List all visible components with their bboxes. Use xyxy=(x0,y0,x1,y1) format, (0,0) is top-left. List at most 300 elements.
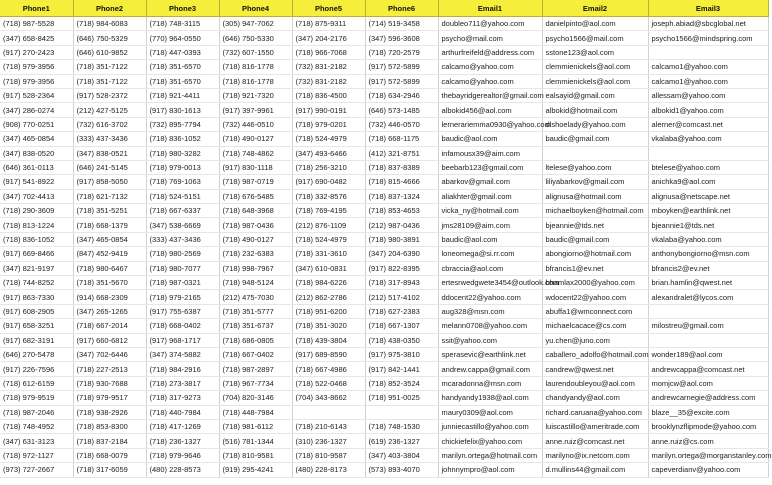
cell-phone3[interactable]: (718) 980-2569 xyxy=(146,247,219,261)
cell-phone3[interactable]: (718) 980-7077 xyxy=(146,261,219,275)
cell-email3[interactable]: joseph.abiad@sbcglobal.net xyxy=(648,17,768,31)
cell-phone2[interactable]: (847) 452-9419 xyxy=(73,247,146,261)
cell-phone4[interactable]: (718) 648-3968 xyxy=(219,204,292,218)
cell-phone3[interactable]: (718) 440-7984 xyxy=(146,405,219,419)
cell-phone4[interactable]: (718) 948-5124 xyxy=(219,276,292,290)
cell-email3[interactable]: btelese@yahoo.com xyxy=(648,160,768,174)
cell-phone6[interactable]: (718) 951-0025 xyxy=(365,391,438,405)
cell-phone6[interactable]: (347) 403-3804 xyxy=(365,448,438,462)
cell-phone5[interactable]: (212) 862-2786 xyxy=(292,290,365,304)
cell-phone6[interactable]: (718) 837-1324 xyxy=(365,189,438,203)
cell-phone4[interactable]: (718) 816-1778 xyxy=(219,60,292,74)
cell-phone5[interactable]: (718) 769-4195 xyxy=(292,204,365,218)
cell-phone2[interactable]: (347) 838-0521 xyxy=(73,146,146,160)
cell-phone3[interactable]: (718) 769-1063 xyxy=(146,175,219,189)
cell-email2[interactable]: michaelboyken@hotmail.com xyxy=(542,204,648,218)
cell-phone4[interactable]: (718) 351-6737 xyxy=(219,319,292,333)
cell-email3[interactable]: andrewcarnegie@address.com xyxy=(648,391,768,405)
cell-phone3[interactable]: (333) 437-3436 xyxy=(146,232,219,246)
cell-phone5[interactable]: (718) 210-6143 xyxy=(292,419,365,433)
cell-email2[interactable]: clemmienickels@aol.com xyxy=(542,60,648,74)
cell-email2[interactable]: albokid@hotmail.com xyxy=(542,103,648,117)
cell-email2[interactable]: alignusa@hotmail.com xyxy=(542,189,648,203)
cell-phone5[interactable]: (718) 667-4986 xyxy=(292,362,365,376)
cell-email2[interactable] xyxy=(542,146,648,160)
cell-email1[interactable]: doubleo711@yahoo.com xyxy=(438,17,542,31)
cell-email3[interactable]: albokid1@yahoo.com xyxy=(648,103,768,117)
cell-phone6[interactable]: (718) 837-8389 xyxy=(365,160,438,174)
cell-phone5[interactable]: (917) 990-0191 xyxy=(292,103,365,117)
cell-phone5[interactable]: (917) 689-8590 xyxy=(292,347,365,361)
cell-email1[interactable]: calcamo@yahoo.com xyxy=(438,74,542,88)
cell-phone6[interactable]: (714) 519-3458 xyxy=(365,17,438,31)
cell-phone4[interactable]: (718) 998-7967 xyxy=(219,261,292,275)
cell-phone1[interactable]: (718) 987-5528 xyxy=(0,17,73,31)
cell-phone1[interactable]: (908) 770-0251 xyxy=(0,117,73,131)
cell-phone6[interactable]: (718) 980-3891 xyxy=(365,232,438,246)
cell-email3[interactable]: andrewcappa@comcast.net xyxy=(648,362,768,376)
cell-email1[interactable]: sperasevic@earthlink.net xyxy=(438,347,542,361)
cell-phone2[interactable]: (718) 938-2926 xyxy=(73,405,146,419)
column-header-phone6[interactable]: Phone6 xyxy=(365,0,438,17)
cell-email2[interactable]: marilyno@ix.netcom.com xyxy=(542,448,648,462)
cell-phone5[interactable]: (718) 875-9311 xyxy=(292,17,365,31)
cell-phone5[interactable]: (718) 256-3210 xyxy=(292,160,365,174)
cell-phone3[interactable]: (718) 748-3115 xyxy=(146,17,219,31)
cell-phone5[interactable]: (718) 524-4979 xyxy=(292,132,365,146)
cell-phone5[interactable]: (718) 522-0468 xyxy=(292,376,365,390)
cell-email3[interactable]: milostreu@gmail.com xyxy=(648,319,768,333)
cell-email3[interactable]: vkalaba@yahoo.com xyxy=(648,132,768,146)
cell-phone6[interactable]: (718) 852-3524 xyxy=(365,376,438,390)
cell-email1[interactable]: ssit@yahoo.com xyxy=(438,333,542,347)
cell-phone6[interactable] xyxy=(365,405,438,419)
cell-email1[interactable]: mcaradonna@msn.com xyxy=(438,376,542,390)
cell-phone4[interactable]: (718) 748-4862 xyxy=(219,146,292,160)
cell-email2[interactable]: yu.chen@juno.com xyxy=(542,333,648,347)
cell-phone1[interactable]: (718) 748-4952 xyxy=(0,419,73,433)
cell-phone4[interactable]: (718) 448-7984 xyxy=(219,405,292,419)
column-header-phone2[interactable]: Phone2 xyxy=(73,0,146,17)
cell-phone1[interactable]: (917) 528-2364 xyxy=(0,88,73,102)
cell-phone6[interactable]: (732) 446-0570 xyxy=(365,117,438,131)
cell-phone4[interactable]: (718) 987-0719 xyxy=(219,175,292,189)
cell-email3[interactable]: calcamo1@yahoo.com xyxy=(648,60,768,74)
cell-phone5[interactable]: (718) 951-6200 xyxy=(292,304,365,318)
column-header-email1[interactable]: Email1 xyxy=(438,0,542,17)
cell-phone1[interactable]: (347) 702-4413 xyxy=(0,189,73,203)
cell-phone4[interactable]: (718) 490-0127 xyxy=(219,232,292,246)
cell-phone5[interactable]: (718) 524-4979 xyxy=(292,232,365,246)
cell-phone1[interactable]: (347) 465-0854 xyxy=(0,132,73,146)
cell-phone1[interactable]: (347) 838-0520 xyxy=(0,146,73,160)
cell-phone4[interactable]: (919) 295-4241 xyxy=(219,463,292,477)
cell-phone1[interactable]: (347) 631-3123 xyxy=(0,434,73,448)
cell-phone3[interactable]: (718) 984-2916 xyxy=(146,362,219,376)
cell-email2[interactable]: chandyandy@aol.com xyxy=(542,391,648,405)
cell-phone3[interactable]: (718) 836-1052 xyxy=(146,132,219,146)
cell-phone5[interactable]: (347) 204-2176 xyxy=(292,31,365,45)
cell-phone4[interactable]: (718) 981-6112 xyxy=(219,419,292,433)
cell-phone1[interactable]: (718) 972-1127 xyxy=(0,448,73,462)
cell-phone2[interactable]: (718) 668-1379 xyxy=(73,218,146,232)
cell-phone3[interactable]: (718) 921-4411 xyxy=(146,88,219,102)
cell-email3[interactable]: alignusa@netscape.net xyxy=(648,189,768,203)
cell-phone6[interactable]: (718) 667-1307 xyxy=(365,319,438,333)
cell-email2[interactable]: abongiorno@hotmail.com xyxy=(542,247,648,261)
cell-phone1[interactable]: (917) 682-3191 xyxy=(0,333,73,347)
cell-phone4[interactable]: (718) 686-0805 xyxy=(219,333,292,347)
cell-phone5[interactable]: (718) 351-3020 xyxy=(292,319,365,333)
cell-phone1[interactable]: (646) 361-0113 xyxy=(0,160,73,174)
cell-phone6[interactable]: (347) 204-6390 xyxy=(365,247,438,261)
cell-phone4[interactable]: (516) 781-1344 xyxy=(219,434,292,448)
cell-phone3[interactable]: (718) 979-9646 xyxy=(146,448,219,462)
cell-email1[interactable]: melann0708@yahoo.com xyxy=(438,319,542,333)
column-header-phone5[interactable]: Phone5 xyxy=(292,0,365,17)
cell-phone5[interactable]: (718) 979-0201 xyxy=(292,117,365,131)
cell-phone2[interactable]: (718) 351-7122 xyxy=(73,60,146,74)
cell-phone4[interactable]: (718) 921-7320 xyxy=(219,88,292,102)
cell-phone5[interactable]: (718) 966-7068 xyxy=(292,45,365,59)
cell-phone4[interactable]: (718) 351-5777 xyxy=(219,304,292,318)
cell-phone1[interactable]: (718) 979-3956 xyxy=(0,74,73,88)
cell-phone3[interactable]: (718) 236-1327 xyxy=(146,434,219,448)
cell-phone3[interactable]: (917) 968-1717 xyxy=(146,333,219,347)
cell-phone5[interactable]: (718) 810-9587 xyxy=(292,448,365,462)
cell-phone1[interactable]: (347) 286-0274 xyxy=(0,103,73,117)
cell-phone6[interactable]: (718) 815-4666 xyxy=(365,175,438,189)
cell-email2[interactable]: psycho1566@mail.com xyxy=(542,31,648,45)
cell-phone4[interactable]: (917) 397-9961 xyxy=(219,103,292,117)
column-header-email2[interactable]: Email2 xyxy=(542,0,648,17)
cell-email2[interactable]: candrew@qwest.net xyxy=(542,362,648,376)
cell-phone5[interactable]: (347) 610-0831 xyxy=(292,261,365,275)
table-row xyxy=(0,304,768,318)
cell-phone3[interactable]: (917) 755-6387 xyxy=(146,304,219,318)
cell-phone6[interactable]: (917) 975-3810 xyxy=(365,347,438,361)
cell-email3[interactable]: brian.hamlin@qwest.net xyxy=(648,276,768,290)
cell-phone1[interactable]: (917) 270-2423 xyxy=(0,45,73,59)
cell-email2[interactable]: anne.ruiz@comcast.net xyxy=(542,434,648,448)
cell-phone2[interactable]: (212) 427-5125 xyxy=(73,103,146,117)
cell-phone2[interactable]: (718) 351-5251 xyxy=(73,204,146,218)
cell-email3[interactable]: marilyn.ortega@morganstanley.com xyxy=(648,448,768,462)
cell-email1[interactable]: aug328@msn.com xyxy=(438,304,542,318)
cell-email3[interactable]: psycho1566@mindspring.com xyxy=(648,31,768,45)
cell-phone4[interactable]: (718) 967-7734 xyxy=(219,376,292,390)
cell-phone2[interactable]: (333) 437-3436 xyxy=(73,132,146,146)
cell-phone1[interactable]: (718) 290-3609 xyxy=(0,204,73,218)
cell-email2[interactable]: caballero_adolfo@hotmail.com xyxy=(542,347,648,361)
cell-phone4[interactable]: (305) 947-7062 xyxy=(219,17,292,31)
cell-phone3[interactable]: (718) 273-3817 xyxy=(146,376,219,390)
cell-phone3[interactable]: (718) 351-6570 xyxy=(146,74,219,88)
cell-phone2[interactable]: (917) 528-2372 xyxy=(73,88,146,102)
cell-email1[interactable]: infamousx39@aim.com xyxy=(438,146,542,160)
cell-phone6[interactable]: (347) 596-3608 xyxy=(365,31,438,45)
cell-email2[interactable]: baudic@gmail.com xyxy=(542,132,648,146)
cell-phone3[interactable]: (718) 979-0013 xyxy=(146,160,219,174)
cell-email2[interactable]: sstone123@aol.com xyxy=(542,45,648,59)
cell-phone4[interactable]: (732) 446-0510 xyxy=(219,117,292,131)
cell-email2[interactable]: danielpinto@aol.com xyxy=(542,17,648,31)
cell-phone1[interactable]: (718) 979-3956 xyxy=(0,60,73,74)
cell-phone2[interactable]: (718) 853-8300 xyxy=(73,419,146,433)
cell-phone6[interactable]: (718) 634-2946 xyxy=(365,88,438,102)
cell-phone2[interactable]: (347) 465-0854 xyxy=(73,232,146,246)
cell-email1[interactable]: albokid456@aol.com xyxy=(438,103,542,117)
cell-email3[interactable]: calcamo1@yahoo.com xyxy=(648,74,768,88)
cell-phone1[interactable]: (347) 658-8425 xyxy=(0,31,73,45)
cell-phone6[interactable]: (718) 438-0350 xyxy=(365,333,438,347)
cell-phone2[interactable]: (718) 667-2014 xyxy=(73,319,146,333)
cell-phone3[interactable]: (347) 374-5882 xyxy=(146,347,219,361)
cell-phone6[interactable]: (212) 987-0436 xyxy=(365,218,438,232)
cell-phone5[interactable]: (732) 831-2182 xyxy=(292,60,365,74)
column-header-phone3[interactable]: Phone3 xyxy=(146,0,219,17)
cell-phone1[interactable]: (646) 270-5478 xyxy=(0,347,73,361)
cell-phone3[interactable]: (718) 980-3282 xyxy=(146,146,219,160)
cell-phone2[interactable]: (718) 979-9517 xyxy=(73,391,146,405)
column-header-email3[interactable]: Email3 xyxy=(648,0,768,17)
cell-phone5[interactable]: (718) 332-8576 xyxy=(292,189,365,203)
cell-email3[interactable]: bjeannie1@tds.net xyxy=(648,218,768,232)
cell-phone2[interactable]: (917) 858-5050 xyxy=(73,175,146,189)
cell-email3[interactable]: anichka9@aol.com xyxy=(648,175,768,189)
cell-email1[interactable]: beebarb123@gmail.com xyxy=(438,160,542,174)
cell-phone2[interactable]: (718) 351-7122 xyxy=(73,74,146,88)
cell-phone1[interactable]: (347) 821-9197 xyxy=(0,261,73,275)
cell-email2[interactable]: ealsayid@gmail.com xyxy=(542,88,648,102)
cell-phone4[interactable]: (718) 667-0402 xyxy=(219,347,292,361)
column-header-phone4[interactable]: Phone4 xyxy=(219,0,292,17)
table-row xyxy=(0,232,768,246)
cell-phone5[interactable]: (480) 228-8173 xyxy=(292,463,365,477)
cell-email3[interactable]: wonder189@aol.com xyxy=(648,347,768,361)
cell-email3[interactable] xyxy=(648,45,768,59)
cell-phone5[interactable]: (718) 984-6226 xyxy=(292,276,365,290)
cell-phone1[interactable]: (917) 669-8466 xyxy=(0,247,73,261)
cell-email3[interactable]: anne.ruiz@cs.com xyxy=(648,434,768,448)
cell-phone3[interactable]: (732) 895-7794 xyxy=(146,117,219,131)
cell-phone1[interactable]: (718) 836-1052 xyxy=(0,232,73,246)
cell-phone6[interactable]: (718) 668-1175 xyxy=(365,132,438,146)
cell-phone6[interactable]: (718) 853-4653 xyxy=(365,204,438,218)
cell-email1[interactable]: handyandy1938@aol.com xyxy=(438,391,542,405)
cell-email3[interactable]: vkalaba@yahoo.com xyxy=(648,232,768,246)
cell-email1[interactable]: psycho@mail.com xyxy=(438,31,542,45)
cell-phone6[interactable]: (917) 572-5899 xyxy=(365,60,438,74)
cell-phone6[interactable]: (718) 627-2383 xyxy=(365,304,438,318)
cell-phone6[interactable]: (718) 748-1530 xyxy=(365,419,438,433)
cell-email2[interactable]: michaelcacace@cs.com xyxy=(542,319,648,333)
cell-email2[interactable]: laurendoubleyou@aol.com xyxy=(542,376,648,390)
cell-phone4[interactable]: (212) 475-7030 xyxy=(219,290,292,304)
cell-phone1[interactable]: (917) 863-7330 xyxy=(0,290,73,304)
cell-phone1[interactable]: (917) 658-3251 xyxy=(0,319,73,333)
cell-phone5[interactable]: (917) 690-0482 xyxy=(292,175,365,189)
cell-email1[interactable]: aliakhter@gmail.com xyxy=(438,189,542,203)
cell-phone4[interactable]: (718) 987-2897 xyxy=(219,362,292,376)
cell-email1[interactable]: junniecastillo@yahoo.com xyxy=(438,419,542,433)
cell-phone4[interactable]: (704) 820-3146 xyxy=(219,391,292,405)
cell-email2[interactable]: richard.caruana@yahoo.com xyxy=(542,405,648,419)
cell-phone2[interactable]: (718) 980-6467 xyxy=(73,261,146,275)
cell-phone1[interactable]: (917) 541-8922 xyxy=(0,175,73,189)
cell-phone4[interactable]: (718) 490-0127 xyxy=(219,132,292,146)
cell-email2[interactable]: clemmienickels@aol.com xyxy=(542,74,648,88)
cell-phone2[interactable]: (718) 668-0079 xyxy=(73,448,146,462)
cell-phone6[interactable]: (917) 572-5899 xyxy=(365,74,438,88)
cell-email3[interactable]: alexandralet@lycos.com xyxy=(648,290,768,304)
cell-email1[interactable]: abarkov@gmail.com xyxy=(438,175,542,189)
cell-phone3[interactable]: (770) 964-0550 xyxy=(146,31,219,45)
cell-email2[interactable]: bhamlax2000@yahoo.com xyxy=(542,276,648,290)
cell-phone4[interactable]: (732) 607-1550 xyxy=(219,45,292,59)
cell-phone4[interactable]: (917) 830-1118 xyxy=(219,160,292,174)
cell-email3[interactable]: anthonybongiorno@msn.com xyxy=(648,247,768,261)
cell-email3[interactable]: mboyken@earthlink.net xyxy=(648,204,768,218)
cell-email3[interactable] xyxy=(648,304,768,318)
cell-phone4[interactable]: (646) 750-5330 xyxy=(219,31,292,45)
cell-phone2[interactable]: (646) 610-9852 xyxy=(73,45,146,59)
cell-phone5[interactable]: (718) 836-4500 xyxy=(292,88,365,102)
cell-phone2[interactable]: (718) 227-2513 xyxy=(73,362,146,376)
cell-email3[interactable]: brooklynzflipmode@yahoo.com xyxy=(648,419,768,433)
cell-phone2[interactable]: (718) 621-7132 xyxy=(73,189,146,203)
cell-email3[interactable]: bfrancis2@ev.net xyxy=(648,261,768,275)
cell-email1[interactable]: ddocent22@yahoo.com xyxy=(438,290,542,304)
cell-email1[interactable]: vicka_ny@hotmail.com xyxy=(438,204,542,218)
cell-phone1[interactable]: (718) 813-1224 xyxy=(0,218,73,232)
cell-email3[interactable]: capeverdianv@yahoo.com xyxy=(648,463,768,477)
cell-email1[interactable]: jms28109@aim.com xyxy=(438,218,542,232)
cell-email2[interactable]: abuffa1@wmconnect.com xyxy=(542,304,648,318)
cell-phone5[interactable]: (718) 331-3610 xyxy=(292,247,365,261)
cell-phone6[interactable]: (718) 317-8943 xyxy=(365,276,438,290)
cell-email1[interactable]: johnnympro@aol.com xyxy=(438,463,542,477)
cell-phone1[interactable]: (718) 744-8252 xyxy=(0,276,73,290)
cell-email1[interactable]: baudic@aol.com xyxy=(438,232,542,246)
cell-email1[interactable]: andrew.cappa@gmail.com xyxy=(438,362,542,376)
cell-email1[interactable]: baudic@aol.com xyxy=(438,132,542,146)
cell-phone4[interactable]: (718) 987-0436 xyxy=(219,218,292,232)
cell-phone1[interactable]: (917) 226-7596 xyxy=(0,362,73,376)
cell-phone6[interactable]: (573) 893-4070 xyxy=(365,463,438,477)
cell-phone2[interactable]: (646) 750-5329 xyxy=(73,31,146,45)
cell-email2[interactable]: luiscastillo@ameritrade.com xyxy=(542,419,648,433)
cell-phone1[interactable]: (973) 727-2667 xyxy=(0,463,73,477)
cell-phone6[interactable]: (718) 720-2579 xyxy=(365,45,438,59)
cell-phone3[interactable]: (718) 524-5151 xyxy=(146,189,219,203)
cell-phone3[interactable]: (718) 447-0393 xyxy=(146,45,219,59)
cell-email1[interactable]: loneomega@si.rr.com xyxy=(438,247,542,261)
cell-email1[interactable]: cbraccia@aol.com xyxy=(438,261,542,275)
cell-phone3[interactable]: (718) 979-2165 xyxy=(146,290,219,304)
cell-phone4[interactable]: (718) 676-5485 xyxy=(219,189,292,203)
cell-phone4[interactable]: (718) 232-6383 xyxy=(219,247,292,261)
cell-phone6[interactable]: (212) 517-4102 xyxy=(365,290,438,304)
cell-email2[interactable]: ltelese@yahoo.com xyxy=(542,160,648,174)
cell-phone1[interactable]: (718) 979-9519 xyxy=(0,391,73,405)
cell-email1[interactable]: arthurfreifeld@address.com xyxy=(438,45,542,59)
cell-phone6[interactable]: (917) 822-8395 xyxy=(365,261,438,275)
cell-phone5[interactable]: (732) 831-2182 xyxy=(292,74,365,88)
cell-phone2[interactable]: (914) 668-2309 xyxy=(73,290,146,304)
cell-email3[interactable]: alerner@comcast.net xyxy=(648,117,768,131)
cell-phone3[interactable]: (347) 538-6669 xyxy=(146,218,219,232)
cell-phone6[interactable]: (412) 321-8751 xyxy=(365,146,438,160)
cell-phone2[interactable]: (718) 317-6059 xyxy=(73,463,146,477)
cell-phone2[interactable]: (718) 984-6083 xyxy=(73,17,146,31)
cell-email3[interactable] xyxy=(648,146,768,160)
cell-email1[interactable]: lernerariemma0930@yahoo.com xyxy=(438,117,542,131)
cell-email1[interactable]: maury0309@aol.com xyxy=(438,405,542,419)
cell-phone6[interactable]: (646) 573-1485 xyxy=(365,103,438,117)
cell-phone3[interactable]: (718) 417-1269 xyxy=(146,419,219,433)
cell-phone3[interactable]: (480) 228-8573 xyxy=(146,463,219,477)
cell-phone2[interactable]: (732) 616-3702 xyxy=(73,117,146,131)
cell-phone2[interactable]: (718) 837-2184 xyxy=(73,434,146,448)
cell-phone6[interactable]: (619) 236-1327 xyxy=(365,434,438,448)
cell-phone2[interactable]: (917) 660-6812 xyxy=(73,333,146,347)
cell-phone5[interactable]: (718) 439-3804 xyxy=(292,333,365,347)
cell-email2[interactable]: liliyabarkov@gmail.com xyxy=(542,175,648,189)
cell-phone2[interactable]: (646) 241-5145 xyxy=(73,160,146,174)
cell-email1[interactable]: chickiefelix@yahoo.com xyxy=(438,434,542,448)
cell-email1[interactable]: ertesrwedgwete3454@outlook.com xyxy=(438,276,542,290)
cell-phone2[interactable]: (718) 930-7688 xyxy=(73,376,146,390)
cell-email2[interactable]: dlshoelady@yahoo.com xyxy=(542,117,648,131)
cell-phone3[interactable]: (718) 667-6337 xyxy=(146,204,219,218)
cell-phone5[interactable]: (704) 343-8662 xyxy=(292,391,365,405)
cell-phone6[interactable]: (917) 842-1441 xyxy=(365,362,438,376)
cell-phone4[interactable]: (718) 816-1778 xyxy=(219,74,292,88)
cell-email2[interactable]: bfrancis1@ev.net xyxy=(542,261,648,275)
cell-email2[interactable]: baudic@gmail.com xyxy=(542,232,648,246)
cell-phone5[interactable]: (347) 493-6466 xyxy=(292,146,365,160)
cell-phone5[interactable]: (212) 876-1109 xyxy=(292,218,365,232)
cell-email2[interactable]: bjeannie@tds.net xyxy=(542,218,648,232)
cell-phone2[interactable]: (347) 702-6446 xyxy=(73,347,146,361)
cell-phone3[interactable]: (718) 351-6570 xyxy=(146,60,219,74)
cell-email1[interactable]: calcamo@yahoo.com xyxy=(438,60,542,74)
cell-phone3[interactable]: (718) 317-9273 xyxy=(146,391,219,405)
cell-email2[interactable]: wdocent22@yahoo.com xyxy=(542,290,648,304)
cell-email3[interactable] xyxy=(648,333,768,347)
cell-phone4[interactable]: (718) 810-9581 xyxy=(219,448,292,462)
cell-email1[interactable]: thebayridgerealtor@gmail.com xyxy=(438,88,542,102)
cell-phone2[interactable]: (347) 265-1265 xyxy=(73,304,146,318)
cell-phone5[interactable] xyxy=(292,405,365,419)
cell-email3[interactable]: momjcw@aol.com xyxy=(648,376,768,390)
cell-phone1[interactable]: (718) 612-6159 xyxy=(0,376,73,390)
column-header-phone1[interactable]: Phone1 xyxy=(0,0,73,17)
cell-phone1[interactable]: (718) 987-2046 xyxy=(0,405,73,419)
cell-phone3[interactable]: (917) 830-1613 xyxy=(146,103,219,117)
cell-phone2[interactable]: (718) 351-5670 xyxy=(73,276,146,290)
cell-phone3[interactable]: (718) 987-0321 xyxy=(146,276,219,290)
cell-email2[interactable]: d.mullins44@gmail.com xyxy=(542,463,648,477)
table-row xyxy=(0,391,768,405)
cell-phone1[interactable]: (917) 608-2905 xyxy=(0,304,73,318)
cell-phone3[interactable]: (718) 668-0402 xyxy=(146,319,219,333)
cell-email3[interactable]: allessam@yahoo.com xyxy=(648,88,768,102)
cell-email3[interactable]: blaze__35@excite.com xyxy=(648,405,768,419)
cell-phone5[interactable]: (310) 236-1327 xyxy=(292,434,365,448)
cell-email1[interactable]: marilyn.ortega@hotmail.com xyxy=(438,448,542,462)
